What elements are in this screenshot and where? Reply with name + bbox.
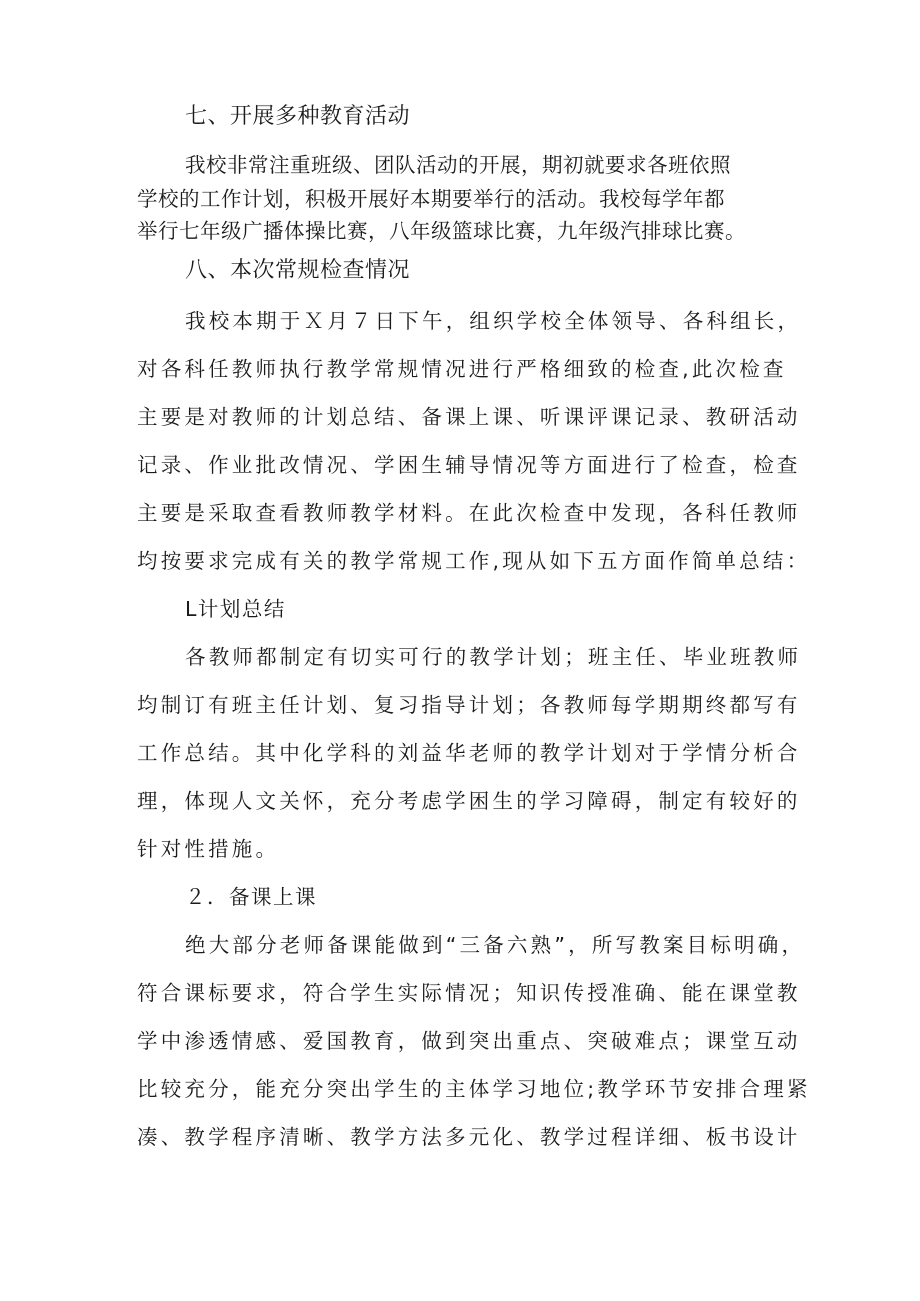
paragraph-line: 主要是对教师的计划总结、备课上课、听课评课记录、教研活动 [137,405,801,429]
paragraph-line: 均按要求完成有关的教学常规工作,现从如下五方面作简单总结： [137,549,811,573]
paragraph-line: 我校非常注重班级、团队活动的开展，期初就要求各班依照 [185,153,731,177]
subsection-heading-1: L计划总结 [185,597,286,621]
paragraph-line: 学校的工作计划，积极开展好本期要举行的活动。我校每学年都 [137,187,725,211]
paragraph-line: 凑、教学程序清晰、教学方法多元化、教学过程详细、板书设计 [137,1125,801,1149]
paragraph-line: 绝大部分老师备课能做到“三备六熟”，所写教案目标明确， [185,933,806,957]
section-heading-8: 八、本次常规检查情况 [185,258,411,283]
paragraph-line: 针对性措施。 [137,837,280,861]
paragraph-line: 我校本期于Ｘ月７日下午，组织学校全体领导、各科组长， [185,309,802,333]
subsection-heading-2: ２．备课上课 [185,885,317,909]
paragraph-line: 学中渗透情感、爱国教育，做到突出重点、突破难点；课堂互动 [137,1029,801,1053]
paragraph-line: 均制订有班主任计划、复习指导计划；各教师每学期期终都写有 [137,693,801,717]
paragraph-line: 比较充分，能充分突出学生的主体学习地位;教学环节安排合理紧 [137,1077,811,1101]
paragraph-line: 主要是采取查看教师教学材料。在此次检查中发现，各科任教师 [137,501,801,525]
paragraph-line: 理，体现人文关怀，充分考虑学困生的学习障碍，制定有较好的 [137,789,801,813]
paragraph-line: 各教师都制定有切实可行的教学计划；班主任、毕业班教师 [185,645,802,669]
section-heading-7: 七、开展多种教育活动 [185,104,411,129]
paragraph-line: 对各科任教师执行教学常规情况进行严格细致的检查,此次检查 [137,357,787,381]
paragraph-line: 记录、作业批改情况、学困生辅导情况等方面进行了检查，检查 [137,453,801,477]
paragraph-line: 工作总结。其中化学科的刘益华老师的教学计划对于学情分析合 [137,741,801,765]
paragraph-line: 举行七年级广播体操比赛，八年级篮球比赛，九年级汽排球比赛。 [137,219,746,243]
paragraph-line: 符合课标要求，符合学生实际情况；知识传授准确、能在课堂教 [137,981,801,1005]
